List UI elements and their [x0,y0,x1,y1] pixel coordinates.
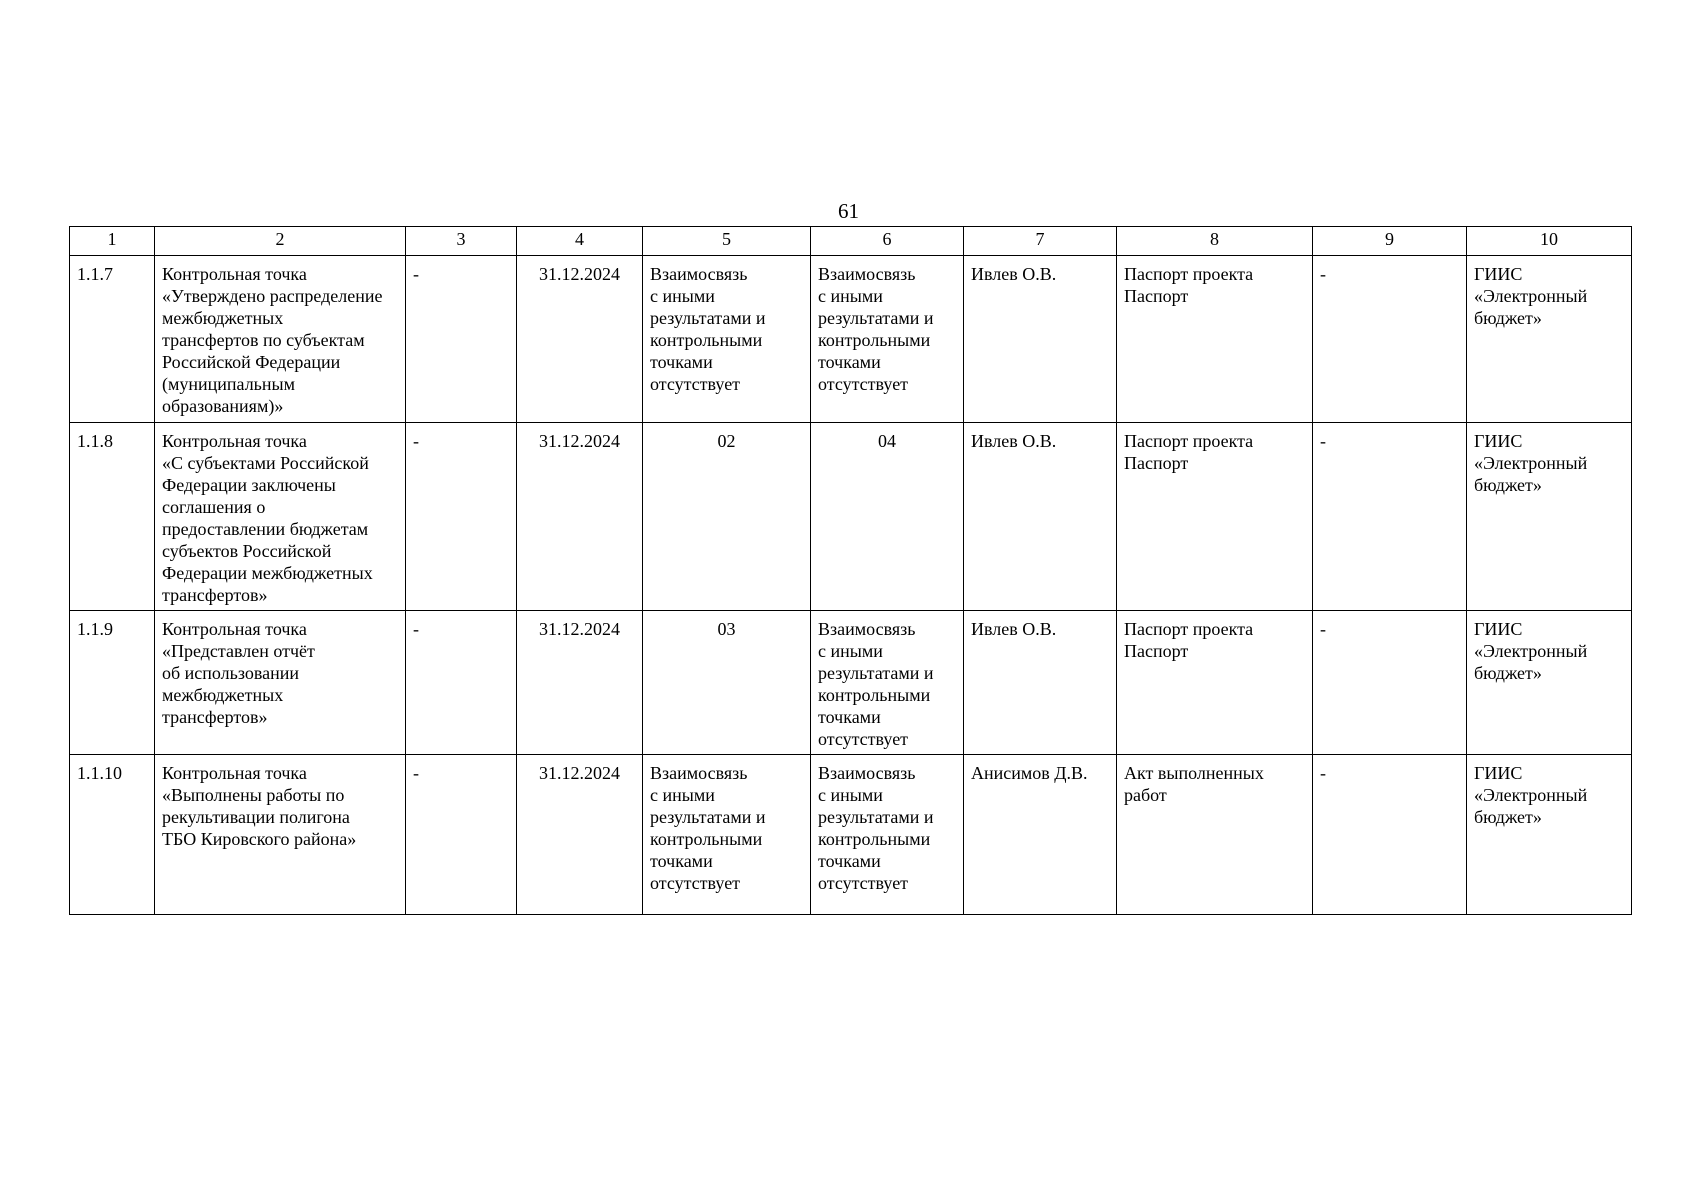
cell-line: образованиям)» [162,396,284,416]
cell-number: 1.1.7 [70,256,155,423]
cell-control-point-name [155,256,406,423]
column-number-7: 7 [964,227,1117,256]
cell-line: отсутствует [650,374,741,394]
cell-line: 02 [717,431,736,451]
table-row [70,256,1632,423]
cell-line: Российской Федерации [162,352,341,372]
cell-line: рекультивации полигона [162,807,350,827]
cell-line: с иными [818,286,883,306]
cell-responsible: Ивлев О.В. [964,423,1117,611]
cell-line: бюджет» [1474,807,1542,827]
cell-line: ГИИС [1474,619,1523,639]
cell-column-9: - [1313,423,1467,611]
cell-line: «Электронный [1474,453,1588,473]
cell-line: Федерации заключены [162,475,336,495]
table-row [70,611,1632,755]
cell-line: Контрольная точка [162,619,307,639]
cell-line: Паспорт [1124,286,1189,306]
table-row [70,423,1632,611]
cell-date: 31.12.2024 [517,423,643,611]
cell-line: отсутствует [650,873,741,893]
cell-line: субъектов Российской [162,541,332,561]
cell-line: отсутствует [818,873,909,893]
cell-line: точками [818,851,881,871]
cell-line: межбюджетных [162,685,284,705]
cell-line: точками [650,352,713,372]
cell-line: ГИИС [1474,763,1523,783]
cell-line: с иными [818,641,883,661]
cell-line: Контрольная точка [162,264,307,284]
cell-line: контрольными [818,829,931,849]
page-number: 61 [838,199,859,223]
cell-column-3: - [406,256,517,423]
cell-column-3: - [406,611,517,755]
cell-line: Акт выполненных [1124,763,1264,783]
table-header-row [70,227,1632,256]
cell-line: Паспорт проекта [1124,619,1254,639]
cell-line: контрольными [650,330,763,350]
cell-line: об использовании [162,663,300,683]
cell-line: точками [818,707,881,727]
column-number-8: 8 [1117,227,1313,256]
cell-line: 03 [717,619,736,639]
cell-control-point-name [155,755,406,915]
cell-line: «Электронный [1474,785,1588,805]
cell-line: контрольными [818,685,931,705]
cell-date: 31.12.2024 [517,755,643,915]
cell-date: 31.12.2024 [517,611,643,755]
cell-line: Паспорт [1124,641,1189,661]
cell-column-5 [643,611,811,755]
cell-line: отсутствует [818,729,909,749]
cell-column-9: - [1313,755,1467,915]
column-number-3: 3 [406,227,517,256]
cell-document [1117,256,1313,423]
column-number-2: 2 [155,227,406,256]
cell-system [1467,423,1632,611]
cell-line: Паспорт проекта [1124,264,1254,284]
cell-line: бюджет» [1474,308,1542,328]
column-number-6: 6 [811,227,964,256]
cell-line: «Утверждено распределение [162,286,383,306]
cell-document [1117,423,1313,611]
cell-line: предоставлении бюджетам [162,519,369,539]
cell-number: 1.1.8 [70,423,155,611]
cell-column-9: - [1313,611,1467,755]
cell-column-6 [811,611,964,755]
cell-line: трансфертов» [162,585,268,605]
cell-line: отсутствует [818,374,909,394]
cell-control-point-name [155,611,406,755]
cell-line: результатами и [818,807,934,827]
cell-column-6 [811,256,964,423]
cell-column-3: - [406,755,517,915]
cell-line: Взаимосвязь [650,264,748,284]
control-points-table [69,226,1632,915]
cell-date: 31.12.2024 [517,256,643,423]
cell-line: трансфертов по субъектам [162,330,365,350]
cell-control-point-name [155,423,406,611]
cell-system [1467,256,1632,423]
cell-line: ГИИС [1474,264,1523,284]
cell-document [1117,611,1313,755]
cell-line: бюджет» [1474,475,1542,495]
cell-line: контрольными [650,829,763,849]
cell-line: «Электронный [1474,641,1588,661]
cell-line: соглашения о [162,497,266,517]
cell-line: результатами и [818,308,934,328]
cell-responsible: Анисимов Д.В. [964,755,1117,915]
cell-line: Паспорт [1124,453,1189,473]
cell-document [1117,755,1313,915]
cell-line: с иными [818,785,883,805]
cell-column-5 [643,423,811,611]
cell-line: Федерации межбюджетных [162,563,373,583]
cell-line: 04 [878,431,896,451]
cell-column-9: - [1313,256,1467,423]
column-number-9: 9 [1313,227,1467,256]
cell-line: Паспорт проекта [1124,431,1254,451]
cell-line: результатами и [818,663,934,683]
cell-column-5 [643,256,811,423]
table-row [70,755,1632,915]
cell-line: межбюджетных [162,308,284,328]
cell-number: 1.1.10 [70,755,155,915]
cell-column-3: - [406,423,517,611]
cell-line: бюджет» [1474,663,1542,683]
cell-line: трансфертов» [162,707,268,727]
cell-column-6 [811,423,964,611]
cell-line: «Представлен отчёт [162,641,315,661]
cell-line: работ [1124,785,1167,805]
cell-line: точками [818,352,881,372]
cell-line: Взаимосвязь [650,763,748,783]
cell-line: точками [650,851,713,871]
cell-line: Взаимосвязь [818,619,916,639]
cell-line: контрольными [818,330,931,350]
cell-line: Взаимосвязь [818,763,916,783]
cell-line: с иными [650,286,715,306]
cell-line: Взаимосвязь [818,264,916,284]
column-number-5: 5 [643,227,811,256]
cell-responsible: Ивлев О.В. [964,611,1117,755]
cell-line: «Электронный [1474,286,1588,306]
cell-column-5 [643,755,811,915]
cell-line: (муниципальным [162,374,296,394]
cell-column-6 [811,755,964,915]
cell-system [1467,611,1632,755]
column-number-4: 4 [517,227,643,256]
cell-number: 1.1.9 [70,611,155,755]
column-number-1: 1 [70,227,155,256]
cell-line: Контрольная точка [162,763,307,783]
column-number-10: 10 [1467,227,1632,256]
cell-line: ГИИС [1474,431,1523,451]
cell-line: с иными [650,785,715,805]
cell-system [1467,755,1632,915]
cell-line: «Выполнены работы по [162,785,345,805]
cell-responsible: Ивлев О.В. [964,256,1117,423]
cell-line: «С субъектами Российской [162,453,369,473]
cell-line: Контрольная точка [162,431,307,451]
cell-line: результатами и [650,807,766,827]
cell-line: ТБО Кировского района» [162,829,357,849]
cell-line: результатами и [650,308,766,328]
